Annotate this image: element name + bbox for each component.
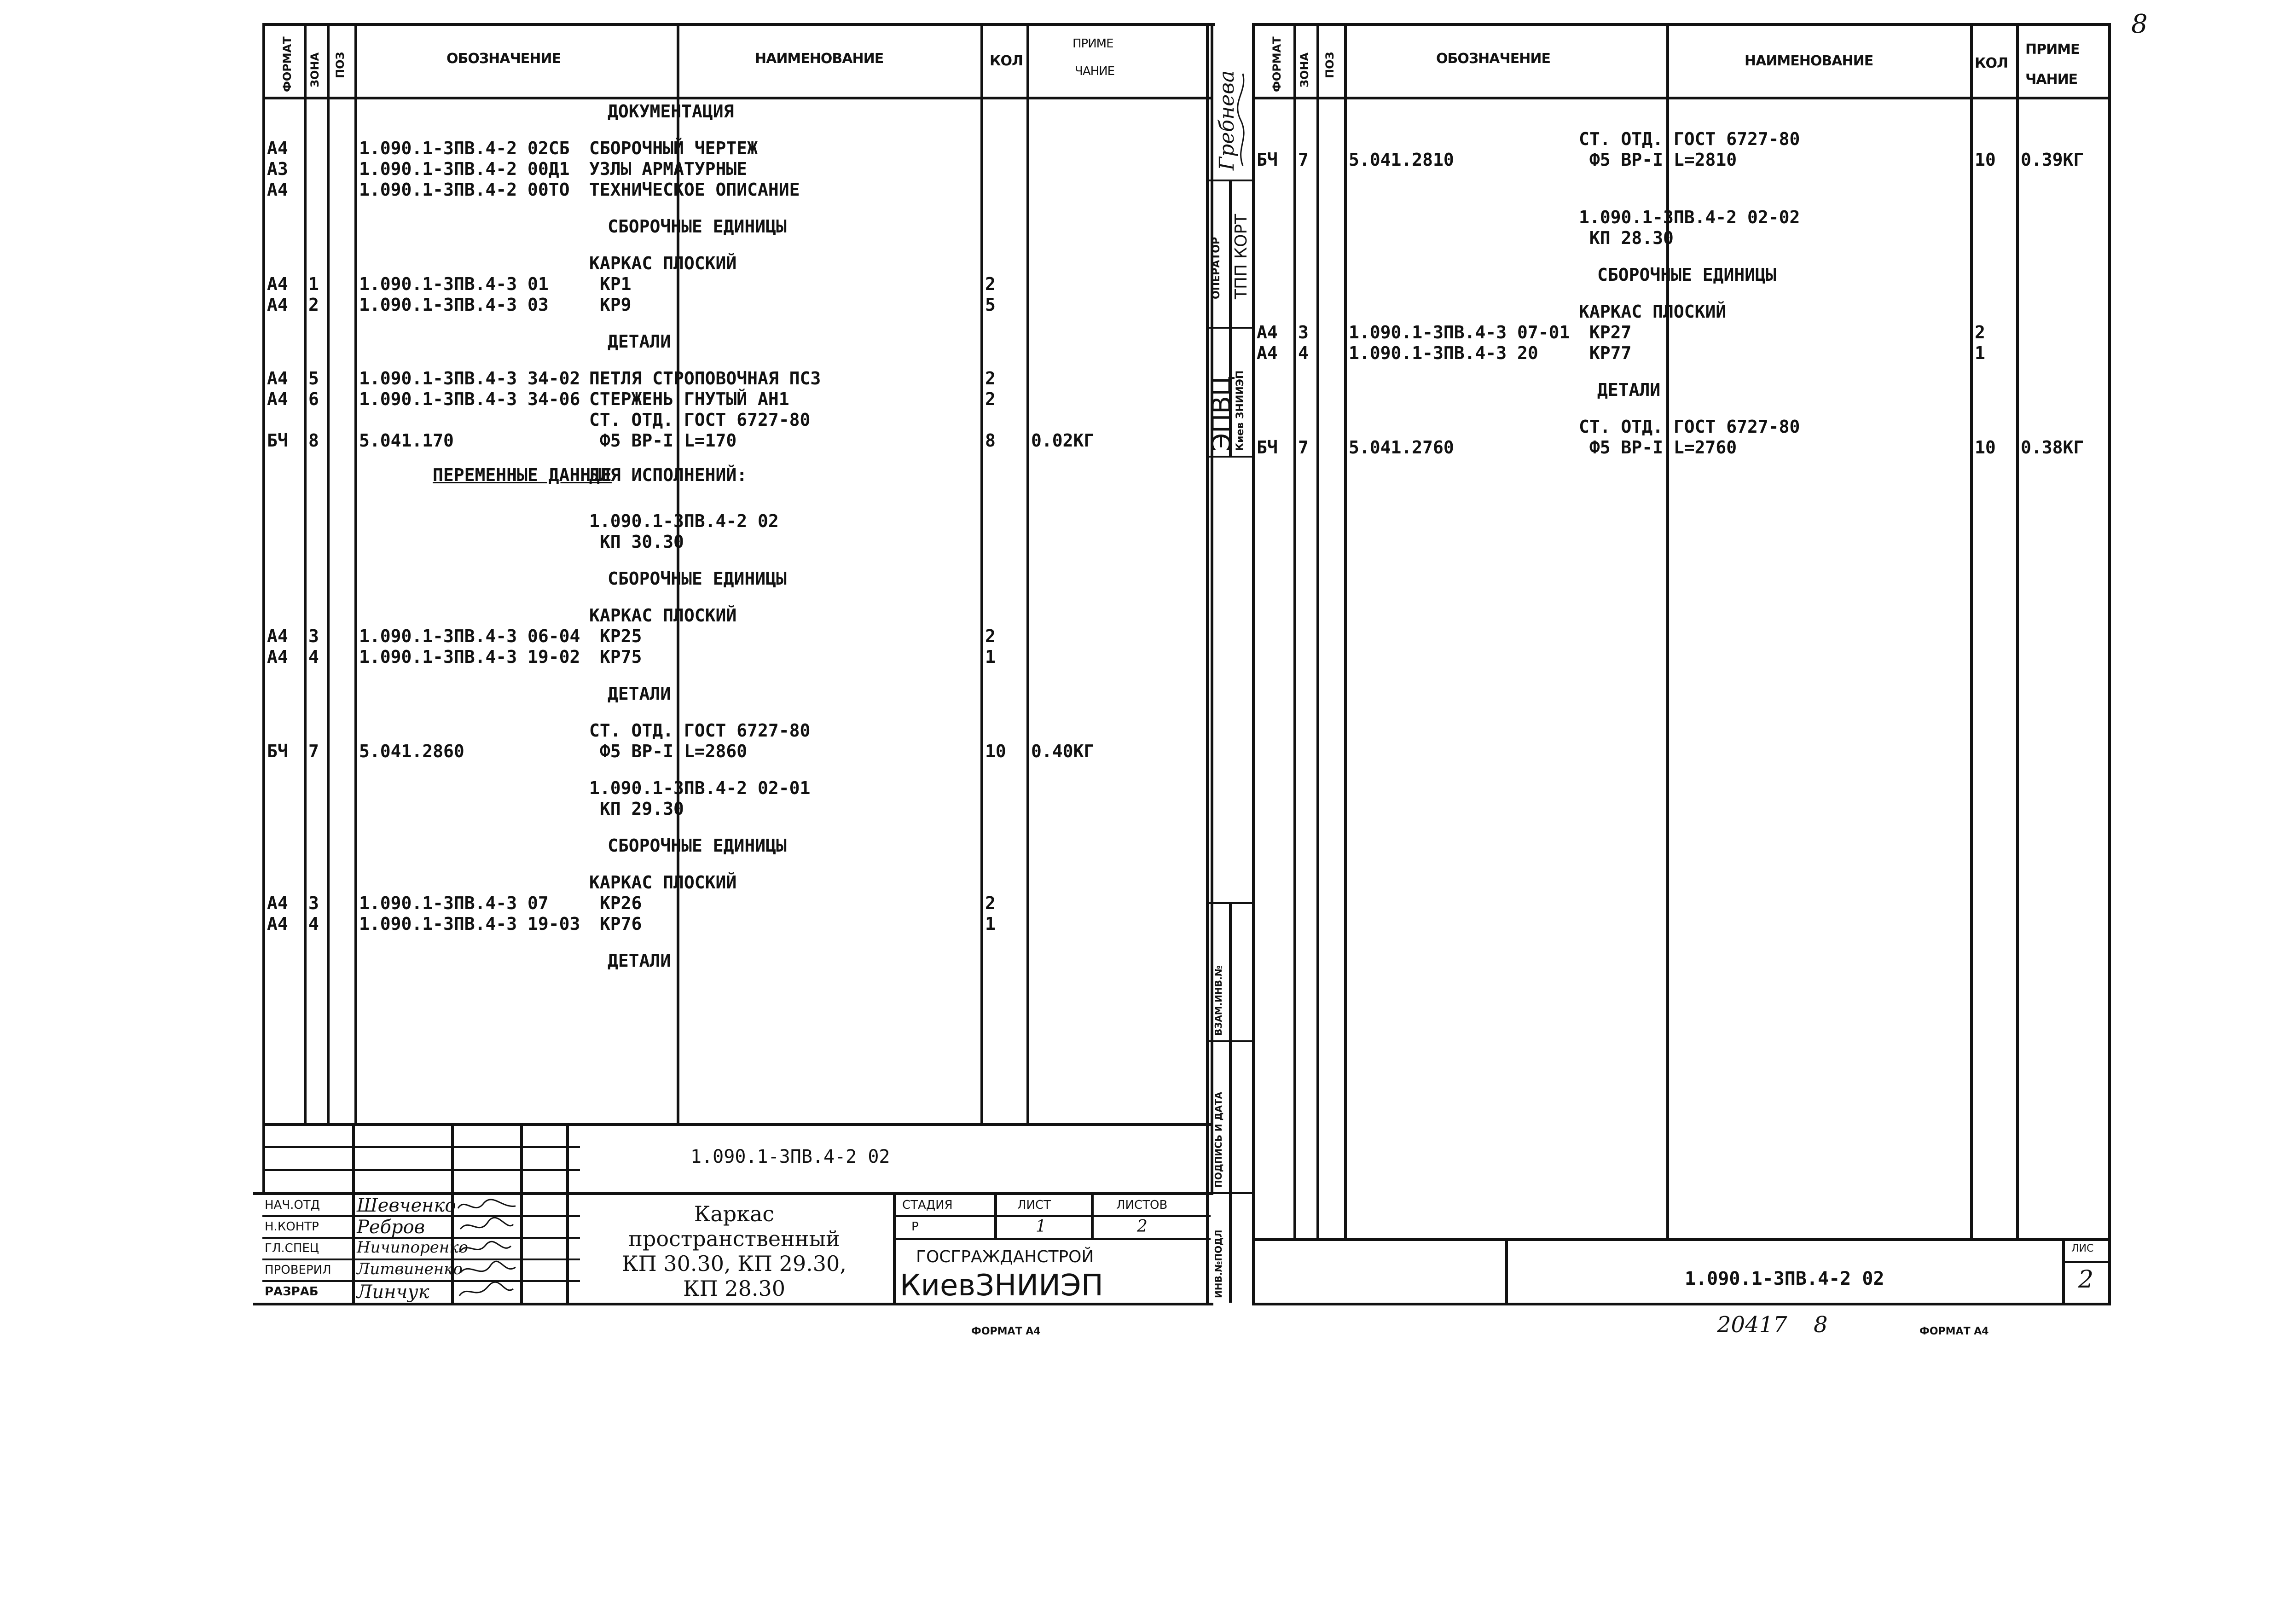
row-name: КАРКАС ПЛОСКИЙ — [589, 872, 737, 893]
row-name: СБОРОЧНЫЙ ЧЕРТЕЖ — [589, 138, 758, 158]
row-name: КР77 — [1579, 343, 1632, 363]
format-label-2: ФОРМАТ А4 — [1919, 1326, 1989, 1337]
row-name: ДЕТАЛИ — [1597, 380, 1661, 400]
header-name-2: НАИМЕНОВАНИЕ — [1745, 53, 1873, 69]
row-des: ПЕРЕМЕННЫЕ ДАННЫЕ — [433, 465, 612, 485]
header-format: ФОРМАТ — [281, 36, 294, 92]
sheet-number-2: 2 — [2078, 1266, 2094, 1293]
header-zone-2: ЗОНА — [1298, 52, 1311, 87]
row-qty: 1 — [985, 647, 996, 667]
corner-mark: 8 — [2131, 9, 2148, 39]
row-name: ПЕТЛЯ СТРОПОВОЧНАЯ ПС3 — [589, 368, 821, 389]
row-name: КАРКАС ПЛОСКИЙ — [589, 605, 737, 626]
row-des: 1.090.1-3ПВ.4-3 06-04 — [359, 626, 580, 646]
row-fmt: А4 — [267, 626, 288, 646]
row-pos: 6 — [308, 389, 319, 409]
row-des: 1.090.1-3ПВ.4-3 01 — [359, 274, 549, 294]
name-nichiporenko: Ничипоренко — [357, 1238, 469, 1257]
name-linchuk: Линчук — [357, 1282, 429, 1303]
header-note-2: ЧАНИЕ — [1075, 64, 1115, 78]
doc-code: 1.090.1-3ПВ.4-2 02 — [690, 1146, 890, 1167]
row-note: 0.02КГ — [1031, 430, 1095, 451]
specification-sheet-2 — [1206, 9, 2148, 1338]
row-name: ДОКУМЕНТАЦИЯ — [608, 101, 734, 122]
row-name: КР26 — [589, 893, 642, 913]
header-zone: ЗОНА — [308, 52, 321, 87]
row-des: 1.090.1-3ПВ.4-3 34-06 — [359, 389, 580, 409]
side-inv: ИНВ.№ПОДЛ — [1213, 1230, 1224, 1298]
row-pos: 7 — [1298, 150, 1309, 170]
row-des: 1.090.1-3ПВ.4-3 34-02 — [359, 368, 580, 389]
header-format-2: ФОРМАТ — [1270, 36, 1283, 92]
row-name: ДЛЯ ИСПОЛНЕНИЙ: — [589, 465, 748, 485]
sheet-label: ЛИСТ — [1017, 1198, 1051, 1212]
row-name: ДЕТАЛИ — [608, 331, 671, 352]
row-qty: 2 — [985, 389, 996, 409]
header-qty: КОЛ — [990, 53, 1023, 69]
row-pos: 2 — [308, 295, 319, 315]
drawing-title — [575, 1201, 893, 1301]
row-pos: 7 — [308, 741, 319, 761]
row-des: 1.090.1-3ПВ.4-3 19-03 — [359, 914, 580, 934]
side-operator-name: Гребнева — [1215, 70, 1239, 170]
row-name: СТЕРЖЕНЬ ГНУТЫЙ АН1 — [589, 389, 789, 409]
stage-value: Р — [911, 1220, 919, 1234]
row-des: 5.041.2810 — [1349, 150, 1454, 170]
row-qty: 1 — [1975, 343, 1985, 363]
row-pos: 4 — [308, 647, 319, 667]
row-name: КП 29.30 — [589, 799, 684, 819]
row-qty: 2 — [1975, 322, 1985, 342]
org-top: ГОСГРАЖДАНСТРОЙ — [916, 1247, 1094, 1266]
row-name: СТ. ОТД. ГОСТ 6727-80 — [1579, 129, 1800, 149]
signatures — [456, 1195, 520, 1303]
row-name: СБОРОЧНЫЕ ЕДИНИЦЫ — [608, 835, 787, 856]
role-proveril: ПРОВЕРИЛ — [265, 1263, 331, 1277]
row-fmt: А4 — [267, 914, 288, 934]
row-name: 1.090.1-3ПВ.4-2 02 — [589, 511, 779, 531]
side-kiev: Киев ЗНИИЭП — [1235, 370, 1246, 451]
row-fmt: А4 — [267, 389, 288, 409]
row-fmt: БЧ — [267, 741, 288, 761]
title-line-3: КП 30.30, КП 29.30, — [622, 1251, 846, 1276]
side-podpis: ПОДПИСЬ И ДАТА — [1213, 1091, 1224, 1188]
row-name: Ф5 ВР-I L=2810 — [1579, 150, 1737, 170]
row-des: 1.090.1-3ПВ.4-3 19-02 — [359, 647, 580, 667]
row-qty: 2 — [985, 274, 996, 294]
header-note-2-2: ЧАНИЕ — [2025, 71, 2078, 87]
row-fmt: А4 — [267, 368, 288, 389]
row-fmt: А4 — [267, 138, 288, 158]
header-qty-2: КОЛ — [1975, 55, 2008, 71]
row-note: 0.40КГ — [1031, 741, 1095, 761]
doc-code-2: 1.090.1-3ПВ.4-2 02 — [1685, 1268, 1884, 1289]
row-des: 1.090.1-3ПВ.4-3 20 — [1349, 343, 1538, 363]
row-qty: 8 — [985, 430, 996, 451]
row-qty: 10 — [1975, 437, 1996, 458]
row-pos: 7 — [1298, 437, 1309, 458]
header-pos: ПОЗ — [334, 52, 347, 78]
row-pos: 8 — [308, 430, 319, 451]
row-qty: 2 — [985, 626, 996, 646]
row-name: ТЕХНИЧЕСКОЕ ОПИСАНИЕ — [589, 180, 800, 200]
row-pos: 3 — [308, 893, 319, 913]
specification-sheet-1 — [262, 23, 1168, 1337]
name-shevchenko: Шевченко — [357, 1195, 456, 1216]
row-des: 1.090.1-3ПВ.4-2 00ТО — [359, 180, 570, 200]
row-fmt: А4 — [1257, 322, 1278, 342]
header-designation-2: ОБОЗНАЧЕНИЕ — [1436, 51, 1550, 67]
row-name: КР9 — [589, 295, 632, 315]
row-des: 1.090.1-3ПВ.4-3 07-01 — [1349, 322, 1570, 342]
row-name: КР1 — [589, 274, 632, 294]
row-name: КР27 — [1579, 322, 1632, 342]
operator-signature — [1234, 69, 1252, 170]
row-fmt: А4 — [267, 295, 288, 315]
row-name: СБОРОЧНЫЕ ЕДИНИЦЫ — [1597, 265, 1776, 285]
header-pos-2: ПОЗ — [1323, 52, 1336, 78]
row-name: Ф5 ВР-I L=2760 — [1579, 437, 1737, 458]
row-name: СТ. ОТД. ГОСТ 6727-80 — [1579, 417, 1800, 437]
stage-label: СТАДИЯ — [902, 1198, 953, 1212]
row-name: СБОРОЧНЫЕ ЕДИНИЦЫ — [608, 568, 787, 589]
header-note-1: ПРИМЕ — [1073, 37, 1113, 51]
title-line-2: пространственный — [628, 1226, 840, 1251]
row-qty: 10 — [1975, 150, 1996, 170]
row-qty: 2 — [985, 368, 996, 389]
name-rebrov: Ребров — [357, 1217, 425, 1238]
row-fmt: А4 — [1257, 343, 1278, 363]
row-des: 5.041.170 — [359, 430, 454, 451]
row-des: 1.090.1-3ПВ.4-2 00Д1 — [359, 159, 570, 179]
row-name: КР76 — [589, 914, 642, 934]
row-name: КАРКАС ПЛОСКИЙ — [589, 253, 737, 273]
row-fmt: А4 — [267, 893, 288, 913]
row-name: УЗЛЫ АРМАТУРНЫЕ — [589, 159, 748, 179]
row-pos: 1 — [308, 274, 319, 294]
row-fmt: А4 — [267, 274, 288, 294]
row-fmt: БЧ — [1257, 150, 1278, 170]
row-pos: 4 — [1298, 343, 1309, 363]
side-vzam: ВЗАМ.ИНВ.№ — [1213, 965, 1224, 1036]
role-n-kontr: Н.КОНТР — [265, 1220, 319, 1234]
role-nach-otd: НАЧ.ОТД — [265, 1198, 320, 1212]
format-label-1: ФОРМАТ А4 — [971, 1326, 1041, 1337]
row-des: 1.090.1-3ПВ.4-2 02СБ — [359, 138, 570, 158]
side-operator: ОПЕРАТОР — [1211, 237, 1222, 299]
row-name: ДЕТАЛИ — [608, 684, 671, 704]
title-line-4: КП 28.30 — [683, 1276, 786, 1301]
row-pos: 3 — [308, 626, 319, 646]
row-name: СТ. ОТД. ГОСТ 6727-80 — [589, 410, 811, 430]
row-des: 5.041.2760 — [1349, 437, 1454, 458]
header-note-1-2: ПРИМЕ — [2025, 41, 2080, 58]
row-fmt: А4 — [267, 180, 288, 200]
row-qty: 5 — [985, 295, 996, 315]
row-name: 1.090.1-3ПВ.4-2 02-02 — [1579, 207, 1800, 227]
row-name: КР75 — [589, 647, 642, 667]
row-name: КП 30.30 — [589, 532, 684, 552]
side-epvc: ЭПВЦ — [1207, 376, 1237, 451]
row-name: СТ. ОТД. ГОСТ 6727-80 — [589, 720, 811, 741]
org-bottom: КиевЗНИИЭП — [900, 1269, 1103, 1303]
row-des: 5.041.2860 — [359, 741, 464, 761]
header-name: НАИМЕНОВАНИЕ — [755, 51, 884, 67]
row-name: КАРКАС ПЛОСКИЙ — [1579, 302, 1727, 322]
archive-suffix: 8 — [1814, 1312, 1828, 1338]
row-qty: 1 — [985, 914, 996, 934]
row-des: 1.090.1-3ПВ.4-3 07 — [359, 893, 549, 913]
row-name: 1.090.1-3ПВ.4-2 02-01 — [589, 778, 811, 798]
row-pos: 3 — [1298, 322, 1309, 342]
row-note: 0.38КГ — [2021, 437, 2084, 458]
row-qty: 2 — [985, 893, 996, 913]
title-line-1: Каркас — [694, 1201, 775, 1226]
role-razrab: РАЗРАБ — [265, 1285, 319, 1299]
sheets-label: ЛИСТОВ — [1116, 1198, 1168, 1212]
row-des: 1.090.1-3ПВ.4-3 03 — [359, 295, 549, 315]
row-qty: 10 — [985, 741, 1006, 761]
row-pos: 4 — [308, 914, 319, 934]
row-fmt: А3 — [267, 159, 288, 179]
row-pos: 5 — [308, 368, 319, 389]
sheets-value: 2 — [1137, 1217, 1148, 1236]
row-fmt: БЧ — [1257, 437, 1278, 458]
row-fmt: БЧ — [267, 430, 288, 451]
header-designation: ОБОЗНАЧЕНИЕ — [446, 51, 561, 67]
row-note: 0.39КГ — [2021, 150, 2084, 170]
archive-number: 20417 — [1717, 1312, 1787, 1338]
row-name: Ф5 ВР-I L=170 — [589, 430, 737, 451]
sheet-value: 1 — [1036, 1217, 1046, 1236]
sheet-label-2: ЛИС — [2071, 1243, 2094, 1254]
row-name: КП 28.30 — [1579, 228, 1674, 248]
row-name: ДЕТАЛИ — [608, 951, 671, 971]
side-tpp: ТПП КОРТ — [1232, 214, 1251, 299]
row-name: КР25 — [589, 626, 642, 646]
row-name: СБОРОЧНЫЕ ЕДИНИЦЫ — [608, 216, 787, 237]
row-fmt: А4 — [267, 647, 288, 667]
name-litvinenko: Литвиненко — [357, 1260, 463, 1278]
row-name: Ф5 ВР-I L=2860 — [589, 741, 748, 761]
role-gl-spec: ГЛ.СПЕЦ — [265, 1241, 319, 1255]
